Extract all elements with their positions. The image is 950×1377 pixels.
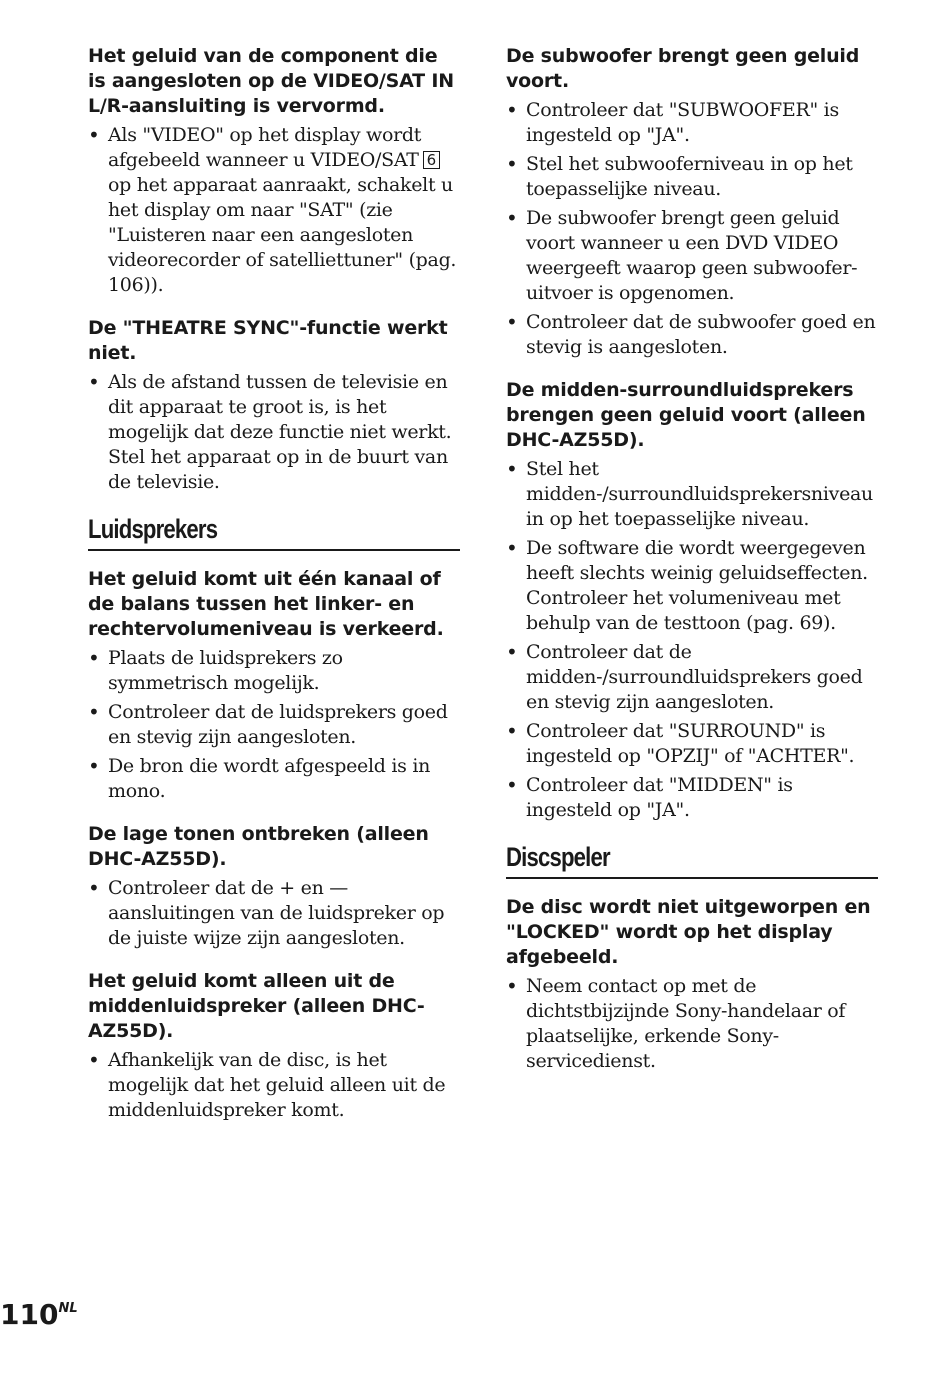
list-item: • Als de afstand tussen de televisie en dit apparaat te groot is, is het mogelijk dat deze functie niet werkt. Stel het apparaat op in de buurt van de televisie. <box>88 370 460 495</box>
list-item: • Controleer dat de subwoofer goed en stevig is aangesloten. <box>506 310 878 360</box>
topic-heading-disc-locked: De disc wordt niet uitgeworpen en "LOCKED" wordt op het display afgebeeld. <box>506 896 871 968</box>
section-heading-disc-player: Discspeler <box>506 841 878 879</box>
topic-heading-center-only: Het geluid komt alleen uit de middenluidspreker (alleen DHC-AZ55D). <box>88 970 425 1042</box>
topic-bullets-center-only <box>88 1048 460 1123</box>
topic-heading-center-surround: De midden-surroundluidsprekers brengen geen geluid voort (alleen DHC-AZ55D). <box>506 379 866 451</box>
topic-bullets-disc-locked <box>506 974 878 1074</box>
key-number-badge: 6 <box>423 151 440 169</box>
list-item: • Controleer dat "SUBWOOFER" is ingesteld op "JA". <box>506 98 878 148</box>
page-number: $110^{NL}$ <box>0 1298 78 1331</box>
topic-heading-subwoofer: De subwoofer brengt geen geluid voort. <box>506 45 860 92</box>
list-item: • Neem contact op met de dichtstbijzijnde Sony-handelaar of plaatselijke, erkende Sony-servicedienst. <box>506 974 878 1074</box>
topic-bullets-low-tones <box>88 876 460 951</box>
list-item: • De software die wordt weergegeven heeft slechts weinig geluidseffecten. Controleer het volumeniveau met behulp van de testtoon (pag. 69). <box>506 536 878 636</box>
list-item: • Afhankelijk van de disc, is het mogelijk dat het geluid alleen uit de middenluidspreker komt. <box>88 1048 460 1123</box>
topic-bullets-center-surround <box>506 457 878 823</box>
list-item: • Controleer dat de + en — aansluitingen van de luidspreker op de juiste wijze zijn aangesloten. <box>88 876 460 951</box>
topic-bullets-video-sat <box>88 123 460 298</box>
list-item: • Controleer dat "MIDDEN" is ingesteld op "JA". <box>506 773 878 823</box>
topic-heading-video-sat-distorted: Het geluid van de component die is aangesloten op de VIDEO/SAT IN L/R-aansluiting is vervormd. <box>88 45 454 117</box>
left-column <box>88 44 460 1141</box>
list-item: • De subwoofer brengt geen geluid voort wanneer u een DVD VIDEO weergeeft waarop geen subwoofer-uitvoer is opgenomen. <box>506 206 878 306</box>
right-column <box>506 44 878 1092</box>
list-item: • De bron die wordt afgespeeld is in mono. <box>88 754 460 804</box>
list-item: • Als "VIDEO" op het display wordt afgebeeld wanneer u VIDEO/SAT 6 op het apparaat aanraakt, schakelt u het display om naar "SAT" (zie "Luisteren naar een aangesloten videorecorder of satelliettuner" (pag. 106)). <box>88 123 460 298</box>
topic-heading-one-channel: Het geluid komt uit één kanaal of de balans tussen het linker- en rechtervolumeniveau is verkeerd. <box>88 568 444 640</box>
list-item: • Controleer dat de midden-/surroundluidsprekers goed en stevig zijn aangesloten. <box>506 640 878 715</box>
list-item: • Stel het midden-/surroundluidsprekersniveau in op het toepasselijke niveau. <box>506 457 878 532</box>
list-item: • Controleer dat "SURROUND" is ingesteld op "OPZIJ" of "ACHTER". <box>506 719 878 769</box>
section-heading-speakers: Luidsprekers <box>88 513 460 551</box>
topic-heading-low-tones: De lage tonen ontbreken (alleen DHC-AZ55D). <box>88 823 429 870</box>
list-item: • Stel het subwooferniveau in op het toepasselijke niveau. <box>506 152 878 202</box>
topic-bullets-theatre-sync <box>88 370 460 495</box>
list-item: • Plaats de luidsprekers zo symmetrisch mogelijk. <box>88 646 460 696</box>
list-item: • Controleer dat de luidsprekers goed en stevig zijn aangesloten. <box>88 700 460 750</box>
topic-bullets-subwoofer <box>506 98 878 360</box>
topic-heading-theatre-sync: De "THEATRE SYNC"-functie werkt niet. <box>88 317 448 364</box>
language-code: NL <box>58 1301 78 1316</box>
topic-bullets-one-channel <box>88 646 460 804</box>
